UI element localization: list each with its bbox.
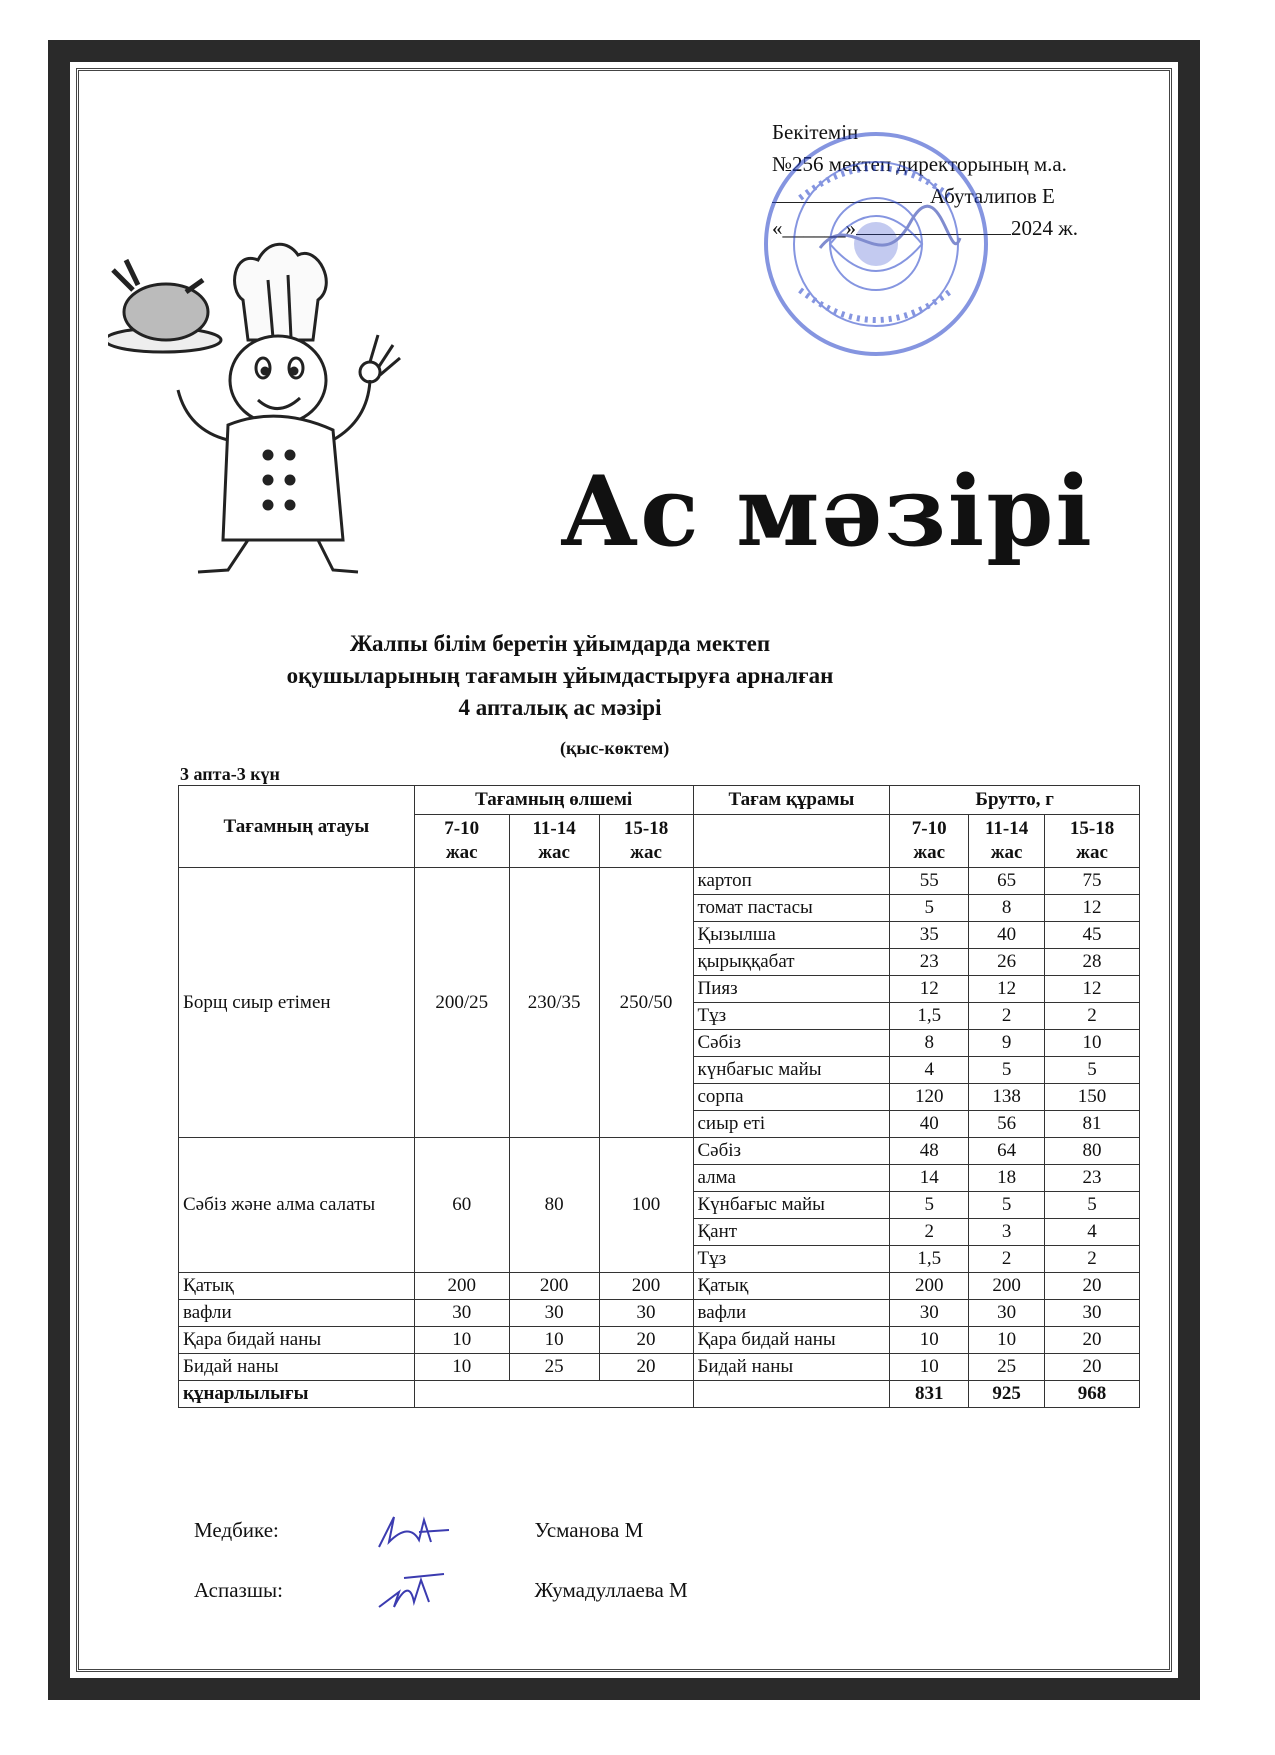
brutto-cell: 64 — [969, 1138, 1045, 1165]
date-close-quote: » — [845, 216, 856, 240]
table-header-row — [179, 786, 1140, 815]
table-row — [179, 1138, 1140, 1165]
dish-name-cell: Борщ сиыр етімен — [179, 868, 415, 1138]
ingredient-name-cell: алма — [693, 1165, 890, 1192]
header-composition-blank — [693, 815, 890, 868]
ingredient-name-cell: күнбағыс майы — [693, 1057, 890, 1084]
ingredient-name-cell: Сәбіз — [693, 1030, 890, 1057]
brutto-cell: 2 — [890, 1219, 969, 1246]
approval-block — [772, 116, 1078, 244]
brutto-cell: 40 — [969, 922, 1045, 949]
approval-name: Абуталипов Е — [930, 184, 1055, 208]
brutto-cell: 200 — [890, 1273, 969, 1300]
brutto-cell: 2 — [969, 1246, 1045, 1273]
brutto-cell: 20 — [1045, 1273, 1140, 1300]
brutto-cell: 8 — [890, 1030, 969, 1057]
brutto-cell: 12 — [969, 976, 1045, 1003]
portion-cell: 10 — [414, 1327, 509, 1354]
table-row — [179, 1354, 1140, 1381]
brutto-cell: 56 — [969, 1111, 1045, 1138]
brutto-cell: 9 — [969, 1030, 1045, 1057]
brutto-cell: 138 — [969, 1084, 1045, 1111]
ingredient-name-cell: Пияз — [693, 976, 890, 1003]
total-blank-2 — [693, 1381, 890, 1408]
ingredient-name-cell: Тұз — [693, 1246, 890, 1273]
portion-cell: 80 — [509, 1138, 599, 1273]
brutto-cell: 10 — [890, 1354, 969, 1381]
portion-cell: 200/25 — [414, 868, 509, 1138]
age-range: 7-10 — [444, 818, 480, 839]
brutto-cell: 4 — [1045, 1219, 1140, 1246]
handwritten-signature-icon — [349, 1572, 529, 1612]
brutto-cell: 10 — [969, 1327, 1045, 1354]
brutto-cell: 120 — [890, 1084, 969, 1111]
portion-cell: 200 — [509, 1273, 599, 1300]
age-unit: жас — [630, 842, 662, 863]
brutto-cell: 10 — [1045, 1030, 1140, 1057]
brutto-cell: 26 — [969, 949, 1045, 976]
brutto-cell: 48 — [890, 1138, 969, 1165]
table-body — [179, 868, 1140, 1381]
menu-table — [178, 785, 1140, 1408]
ingredient-name-cell: Қара бидай наны — [693, 1327, 890, 1354]
subtitle-line-3: 4 апталық ас мәзірі — [458, 695, 662, 720]
ingredient-name-cell: картоп — [693, 868, 890, 895]
brutto-cell: 40 — [890, 1111, 969, 1138]
portion-cell: 10 — [414, 1354, 509, 1381]
portion-cell: 25 — [509, 1354, 599, 1381]
brutto-cell: 30 — [1045, 1300, 1140, 1327]
brutto-cell: 75 — [1045, 868, 1140, 895]
brutto-cell: 23 — [890, 949, 969, 976]
header-brutto-15-18 — [1045, 815, 1140, 868]
brutto-cell: 30 — [890, 1300, 969, 1327]
subtitle-line-1: Жалпы білім беретін ұйымдарда мектеп — [349, 631, 771, 656]
table-row — [179, 1327, 1140, 1354]
signature-cook — [194, 1572, 688, 1612]
brutto-cell: 65 — [969, 868, 1045, 895]
approval-signature-line — [772, 202, 922, 203]
brutto-cell: 30 — [969, 1300, 1045, 1327]
signature-role: Аспазшы: — [194, 1577, 283, 1602]
brutto-cell: 2 — [969, 1003, 1045, 1030]
ingredient-name-cell: Қант — [693, 1219, 890, 1246]
approval-year: 2024 ж. — [1011, 216, 1079, 240]
table-row — [179, 868, 1140, 895]
brutto-cell: 45 — [1045, 922, 1140, 949]
dish-name-cell: Қатық — [179, 1273, 415, 1300]
total-15-18: 968 — [1045, 1381, 1140, 1408]
day-label: 3 апта-3 күн — [180, 764, 280, 784]
brutto-cell: 18 — [969, 1165, 1045, 1192]
subtitle-line-2: оқушыларының тағамын ұйымдастыруға арналған — [286, 663, 834, 688]
signature-nurse — [194, 1512, 643, 1552]
header-age-11-14 — [509, 815, 599, 868]
brutto-cell: 1,5 — [890, 1003, 969, 1030]
ingredient-name-cell: Сәбіз — [693, 1138, 890, 1165]
ingredient-name-cell: қырыққабат — [693, 949, 890, 976]
dish-name-cell: Қара бидай наны — [179, 1327, 415, 1354]
header-age-15-18 — [599, 815, 693, 868]
signature-name: Жумадуллаева М — [534, 1577, 688, 1602]
brutto-cell: 35 — [890, 922, 969, 949]
ingredient-name-cell: сорпа — [693, 1084, 890, 1111]
brutto-cell: 14 — [890, 1165, 969, 1192]
header-brutto-7-10 — [890, 815, 969, 868]
brutto-cell: 2 — [1045, 1003, 1140, 1030]
total-row — [179, 1381, 1140, 1408]
subtitle-block — [180, 628, 940, 724]
brutto-cell: 5 — [890, 895, 969, 922]
age-unit: жас — [1076, 842, 1108, 863]
total-label: құнарлылығы — [179, 1381, 415, 1408]
age-range: 15-18 — [1069, 818, 1115, 839]
brutto-cell: 5 — [890, 1192, 969, 1219]
age-range: 15-18 — [623, 818, 669, 839]
dish-name-cell: Сәбіз және алма салаты — [179, 1138, 415, 1273]
header-brutto: Брутто, г — [890, 786, 1140, 815]
brutto-cell: 25 — [969, 1354, 1045, 1381]
ingredient-name-cell: вафли — [693, 1300, 890, 1327]
ingredient-name-cell: Тұз — [693, 1003, 890, 1030]
approval-name-line — [772, 180, 1078, 212]
portion-cell: 60 — [414, 1138, 509, 1273]
age-unit: жас — [913, 842, 946, 863]
ingredient-name-cell: Бидай наны — [693, 1354, 890, 1381]
portion-cell: 30 — [509, 1300, 599, 1327]
ingredient-name-cell: сиыр еті — [693, 1111, 890, 1138]
approval-line2: №256 мектеп директорының м.а. — [772, 152, 1067, 176]
dish-name-cell: Бидай наны — [179, 1354, 415, 1381]
dish-name-cell: вафли — [179, 1300, 415, 1327]
brutto-cell: 12 — [890, 976, 969, 1003]
total-blank — [414, 1381, 693, 1408]
page-title: Ас мәзірі — [560, 455, 1094, 568]
brutto-cell: 8 — [969, 895, 1045, 922]
brutto-cell: 4 — [890, 1057, 969, 1084]
chef-illustration-icon — [108, 240, 408, 580]
brutto-cell: 5 — [1045, 1192, 1140, 1219]
portion-cell: 20 — [599, 1327, 693, 1354]
header-dish-name: Тағамның атауы — [179, 786, 415, 868]
ingredient-name-cell: Қатық — [693, 1273, 890, 1300]
table-row — [179, 1300, 1140, 1327]
brutto-cell: 12 — [1045, 976, 1140, 1003]
portion-cell: 20 — [599, 1354, 693, 1381]
header-brutto-11-14 — [969, 815, 1045, 868]
ingredient-name-cell: Күнбағыс майы — [693, 1192, 890, 1219]
age-unit: жас — [445, 842, 478, 863]
date-blank-line — [856, 234, 1011, 235]
brutto-cell: 23 — [1045, 1165, 1140, 1192]
portion-cell: 250/50 — [599, 868, 693, 1138]
date-open-quote: « — [772, 216, 783, 240]
brutto-cell: 200 — [969, 1273, 1045, 1300]
brutto-cell: 5 — [969, 1057, 1045, 1084]
brutto-cell: 3 — [969, 1219, 1045, 1246]
brutto-cell: 2 — [1045, 1246, 1140, 1273]
brutto-cell: 81 — [1045, 1111, 1140, 1138]
portion-cell: 200 — [414, 1273, 509, 1300]
portion-cell: 230/35 — [509, 868, 599, 1138]
age-unit: жас — [538, 842, 570, 863]
brutto-cell: 5 — [1045, 1057, 1140, 1084]
brutto-cell: 28 — [1045, 949, 1140, 976]
brutto-cell: 20 — [1045, 1327, 1140, 1354]
age-range: 11-14 — [984, 818, 1029, 839]
ingredient-name-cell: томат пастасы — [693, 895, 890, 922]
approval-date-line: «______» 2024 ж. — [772, 216, 1079, 240]
brutto-cell: 150 — [1045, 1084, 1140, 1111]
age-range: 7-10 — [911, 818, 947, 839]
header-age-7-10 — [414, 815, 509, 868]
portion-cell: 30 — [599, 1300, 693, 1327]
age-unit: жас — [990, 842, 1023, 863]
ingredient-name-cell: Қызылша — [693, 922, 890, 949]
signature-name: Усманова М — [534, 1517, 644, 1542]
signature-role: Медбике: — [194, 1517, 279, 1542]
table-row — [179, 1273, 1140, 1300]
season-label: (қыс-көктем) — [560, 738, 670, 758]
brutto-cell: 12 — [1045, 895, 1140, 922]
brutto-cell: 80 — [1045, 1138, 1140, 1165]
portion-cell: 100 — [599, 1138, 693, 1273]
handwritten-signature-icon — [349, 1512, 529, 1552]
header-portion: Тағамның өлшемі — [414, 786, 693, 815]
approval-line1: Бекітемін — [772, 120, 859, 144]
brutto-cell: 5 — [969, 1192, 1045, 1219]
brutto-cell: 20 — [1045, 1354, 1140, 1381]
brutto-cell: 55 — [890, 868, 969, 895]
portion-cell: 10 — [509, 1327, 599, 1354]
portion-cell: 200 — [599, 1273, 693, 1300]
age-range: 11-14 — [532, 818, 576, 839]
brutto-cell: 10 — [890, 1327, 969, 1354]
portion-cell: 30 — [414, 1300, 509, 1327]
total-11-14: 925 — [969, 1381, 1045, 1408]
brutto-cell: 1,5 — [890, 1246, 969, 1273]
total-7-10: 831 — [890, 1381, 969, 1408]
header-composition: Тағам құрамы — [693, 786, 890, 815]
